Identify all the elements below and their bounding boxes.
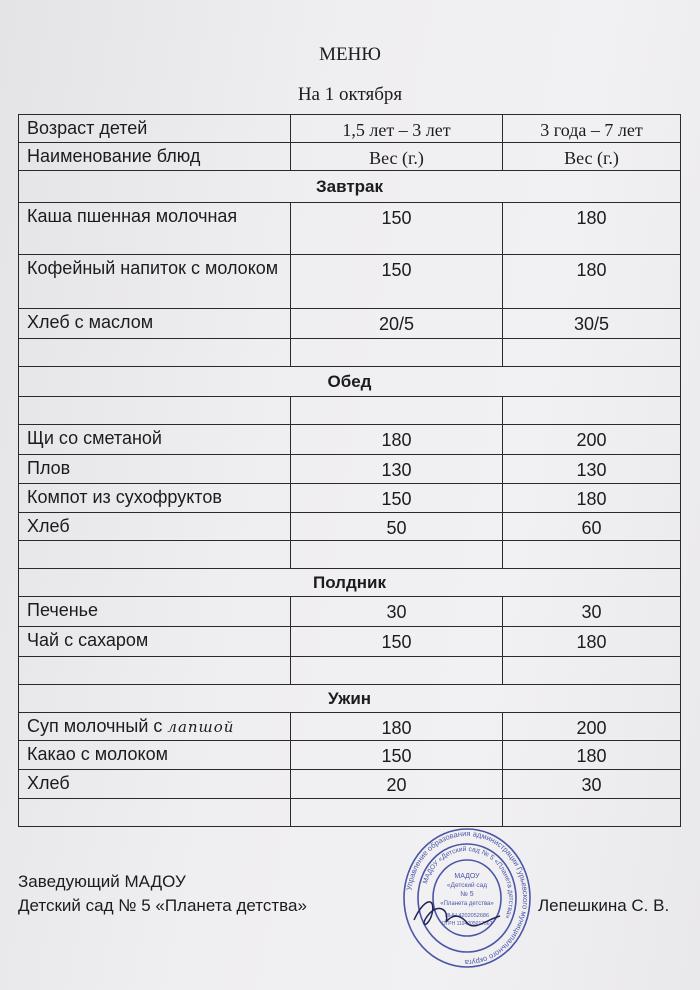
section-row	[19, 685, 681, 713]
stamp-center-line: ОГРН 1194205017367	[441, 921, 493, 927]
dish-name: Хлеб	[19, 770, 291, 799]
signer-position: Заведующий МАДОУ	[18, 872, 186, 891]
empty-row	[19, 657, 681, 685]
table-row	[19, 425, 681, 455]
section-row	[19, 171, 681, 203]
weight-2: 180	[503, 627, 681, 657]
empty-row	[19, 397, 681, 425]
dish-name	[19, 713, 291, 741]
empty-row	[19, 799, 681, 827]
table-row	[19, 484, 681, 513]
weight-2: 30/5	[503, 309, 681, 339]
dish-name: Чай с сахаром	[19, 627, 291, 657]
menu-date: На 1 октября	[297, 84, 403, 105]
table-row	[19, 770, 681, 799]
dish-name: Компот из сухофруктов	[19, 484, 291, 513]
dish-name: Хлеб	[19, 513, 291, 541]
stamp-outer-text: Управление образования администрации Гурьевского муниципального округа	[404, 828, 531, 968]
section-snack: Полдник	[19, 569, 681, 597]
weight-2: 180	[503, 484, 681, 513]
section-row	[19, 367, 681, 397]
table-row	[19, 513, 681, 541]
dish-name: Плов	[19, 455, 291, 484]
section-dinner: Ужин	[19, 685, 681, 713]
table-header-row	[19, 143, 681, 171]
weight-2: 180	[503, 255, 681, 309]
dish-name: Каша пшенная молочная	[19, 203, 291, 255]
dish-name: Какао с молоком	[19, 741, 291, 770]
dish-name: Хлеб с маслом	[19, 309, 291, 339]
page-title: МЕНЮ	[319, 44, 381, 65]
dish-name: Печенье	[19, 597, 291, 627]
stamp-center-line: «Детский сад	[446, 882, 488, 889]
header-cell: Вес (г.)	[291, 143, 503, 171]
section-breakfast: Завтрак	[19, 171, 681, 203]
stamp-center-line: «Планета детства»	[440, 901, 494, 907]
weight-1: 130	[291, 455, 503, 484]
weight-1: 50	[291, 513, 503, 541]
weight-1: 150	[291, 741, 503, 770]
weight-1: 150	[291, 484, 503, 513]
weight-1: 180	[291, 713, 503, 741]
table-row	[19, 309, 681, 339]
table-row	[19, 455, 681, 484]
weight-2: 180	[503, 741, 681, 770]
weight-1: 150	[291, 203, 503, 255]
empty-row	[19, 339, 681, 367]
weight-1: 180	[291, 425, 503, 455]
handwritten-word: лапшой	[167, 718, 235, 736]
weight-2: 200	[503, 713, 681, 741]
header-cell: Наименование блюд	[19, 143, 291, 171]
organization-name: Детский сад № 5 «Планета детства»	[18, 896, 307, 915]
weight-2: 200	[503, 425, 681, 455]
weight-1: 30	[291, 597, 503, 627]
menu-table	[18, 114, 681, 827]
dish-name-printed: Суп молочный с	[27, 716, 163, 736]
weight-1: 150	[291, 627, 503, 657]
header-cell: Возраст детей	[19, 115, 291, 143]
table-row	[19, 741, 681, 770]
weight-2: 180	[503, 203, 681, 255]
section-lunch: Обед	[19, 367, 681, 397]
signer-name: Лепешкина С. В.	[538, 896, 670, 915]
section-row	[19, 569, 681, 597]
header-cell: Вес (г.)	[503, 143, 681, 171]
header-cell: 3 года – 7 лет	[503, 115, 681, 143]
weight-2: 30	[503, 597, 681, 627]
weight-2: 60	[503, 513, 681, 541]
stamp-center-line: МАДОУ	[454, 873, 480, 880]
table-row	[19, 255, 681, 309]
table-row	[19, 713, 681, 741]
weight-2: 130	[503, 455, 681, 484]
stamp-inner-text: МАДОУ «Детский сад № 5 «Планета детства»	[422, 845, 515, 920]
stamp-center-line: ИНН 4202052686	[444, 913, 490, 919]
weight-1: 150	[291, 255, 503, 309]
table-row	[19, 203, 681, 255]
weight-1: 20	[291, 770, 503, 799]
weight-2: 30	[503, 770, 681, 799]
table-row	[19, 597, 681, 627]
empty-row	[19, 541, 681, 569]
dish-name: Кофейный напиток с молоком	[19, 255, 291, 309]
table-header-row	[19, 115, 681, 143]
stamp-center-line: № 5	[460, 891, 474, 898]
weight-1: 20/5	[291, 309, 503, 339]
header-cell: 1,5 лет – 3 лет	[291, 115, 503, 143]
official-stamp	[402, 828, 532, 968]
table-row	[19, 627, 681, 657]
dish-name: Щи со сметаной	[19, 425, 291, 455]
